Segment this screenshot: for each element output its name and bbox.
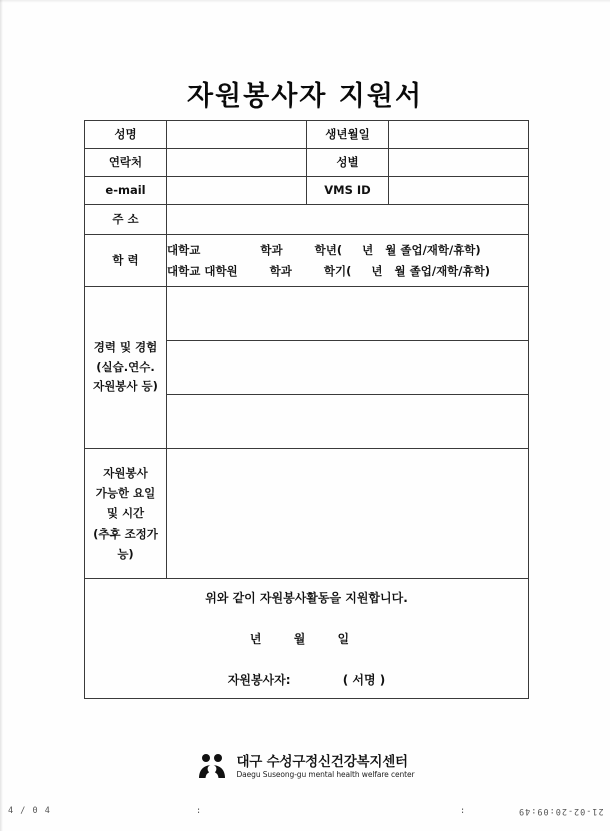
label-volunteer-line4: (추후 조정가능) [93, 526, 158, 561]
signature-mark[interactable]: ( 서명 ) [342, 673, 386, 687]
label-email: e-mail [85, 177, 167, 205]
signature-label: 자원봉사자: [227, 673, 291, 687]
table-row-education [85, 235, 529, 287]
scan-mark-middle: : [196, 806, 203, 816]
logo-name-korean: 대구 수성구정신건강복지센터 [236, 753, 408, 770]
label-experience-line1: 경력 및 경험 [93, 340, 158, 355]
declaration-statement: 위와 같이 자원봉사활동을 지원합니다. [205, 591, 408, 605]
table-row-volunteer-availability [85, 449, 529, 579]
field-experience-row-3[interactable] [167, 395, 529, 449]
logo-name-english: Daegu Suseong-gu mental health welfare center [236, 769, 415, 779]
table-row-declaration [85, 579, 529, 699]
declaration-date-line: 년 월 일 [249, 632, 364, 646]
field-email-value[interactable] [167, 177, 307, 205]
scan-mark-timestamp: 21-02-20:09:49 [518, 806, 604, 816]
field-experience-row-2[interactable] [167, 341, 529, 395]
label-birthdate: 생년월일 [307, 121, 389, 149]
field-vms-id-value[interactable] [389, 177, 529, 205]
people-logo-icon [195, 752, 229, 782]
field-volunteer-availability-value[interactable] [167, 449, 529, 579]
field-experience-row-1[interactable] [167, 287, 529, 341]
label-experience [85, 287, 167, 449]
scan-edge-shadow-top [0, 0, 610, 3]
label-volunteer-line2: 가능한 요일 [95, 486, 156, 501]
education-line-graduate: 대학교 대학원 학과 학기( 년 월 졸업/재학/휴학) [167, 263, 490, 278]
table-row-address [85, 205, 529, 235]
label-education: 학 력 [85, 235, 167, 287]
field-birthdate-value[interactable] [389, 121, 529, 149]
label-vms-id: VMS ID [307, 177, 389, 205]
label-volunteer-line1: 자원봉사 [103, 466, 148, 481]
application-form-table [84, 120, 529, 699]
page-title: 자원봉사자 지원서 [186, 81, 424, 112]
field-gender-value[interactable] [389, 149, 529, 177]
label-address: 주 소 [85, 205, 167, 235]
scan-mark-left: 4 / 0 4 [8, 806, 51, 816]
label-name: 성명 [85, 121, 167, 149]
label-volunteer-availability [85, 449, 167, 579]
field-name-value[interactable] [167, 121, 307, 149]
signature-row [85, 671, 528, 688]
table-row-email [85, 177, 529, 205]
label-contact: 연락처 [85, 149, 167, 177]
scan-mark-right-small: : [460, 806, 467, 816]
scan-edge-shadow-left [0, 0, 3, 831]
table-row-contact [85, 149, 529, 177]
field-education-value[interactable] [167, 235, 529, 287]
label-experience-line2: (실습.연수. [96, 359, 155, 374]
field-contact-value[interactable] [167, 149, 307, 177]
label-gender: 성별 [307, 149, 389, 177]
organization-logo [0, 752, 610, 782]
label-volunteer-line3: 및 시간 [106, 506, 145, 521]
table-row-name [85, 121, 529, 149]
declaration-block [85, 579, 529, 699]
logo-text-block [236, 755, 414, 779]
label-experience-line3: 자원봉사 등) [93, 379, 158, 394]
table-row-experience-1 [85, 287, 529, 341]
education-line-undergraduate: 대학교 학과 학년( 년 월 졸업/재학/휴학) [167, 242, 481, 257]
field-address-value[interactable] [167, 205, 529, 235]
